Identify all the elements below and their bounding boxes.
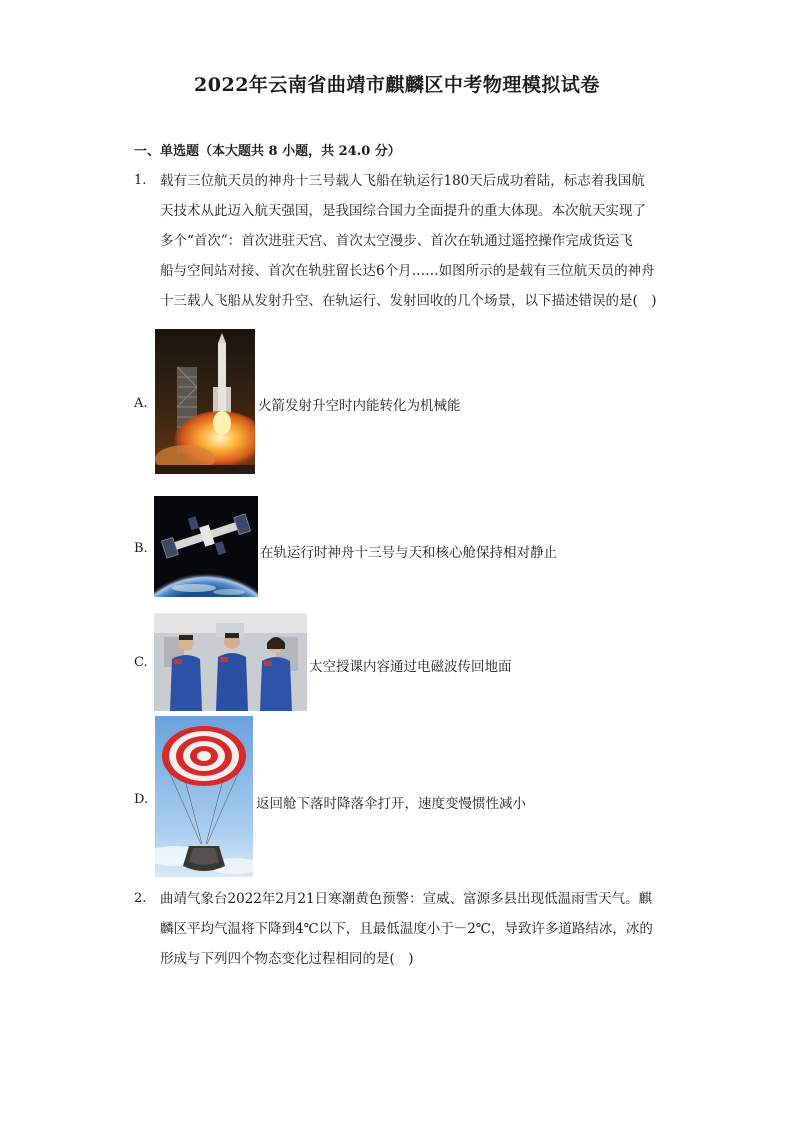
question-1-number: 1. — [134, 173, 147, 188]
option-d-letter: D. — [134, 792, 149, 807]
question-1-line: 十三载人飞船从发射升空、在轨运行、发射回收的几个场景，以下描述错误的是( ) — [160, 293, 657, 309]
option-a-text: 火箭发射升空时内能转化为机械能 — [258, 398, 461, 414]
option-c-text: 太空授课内容通过电磁波传回地面 — [309, 659, 512, 675]
option-a-letter: A. — [134, 396, 148, 411]
question-2-line: 曲靖气象台2022年2月21日寒潮黄色预警：宣威、富源多县出现低温雨雪天气。麒 — [160, 891, 653, 907]
question-1-text — [160, 166, 664, 316]
question-2-text — [160, 884, 664, 974]
option-d-text: 返回舱下落时降落伞打开，速度变慢惯性减小 — [256, 796, 526, 812]
question-1-line: 船与空间站对接、首次在轨驻留长达6个月……如图所示的是载有三位航天员的神舟 — [160, 263, 655, 279]
question-2-line: 形成与下列四个物态变化过程相同的是( ) — [160, 951, 414, 967]
parachute-capsule-image — [155, 716, 253, 877]
space-station-image — [154, 496, 258, 597]
question-2-number: 2. — [134, 891, 147, 906]
page-title: 2022年云南省曲靖市麒麟区中考物理模拟试卷 — [194, 74, 600, 96]
option-b-letter: B. — [134, 541, 148, 556]
question-2-line: 麟区平均气温将下降到4℃以下，且最低温度小于－2℃，导致许多道路结冰，冰的 — [160, 921, 653, 937]
section-header-single-choice: 一、单选题（本大题共 8 小题，共 24.0 分） — [134, 144, 401, 159]
question-1-line: 载有三位航天员的神舟十三号载人飞船在轨运行180天后成功着陆，标志着我国航 — [160, 173, 645, 189]
option-b-text: 在轨运行时神舟十三号与天和核心舱保持相对静止 — [260, 545, 557, 561]
rocket-launch-image — [155, 329, 255, 474]
question-1-line: 多个“首次”：首次进驻天宫、首次太空漫步、首次在轨通过遥控操作完成货运飞 — [160, 233, 633, 249]
astronauts-image — [154, 613, 307, 711]
question-1-line: 天技术从此迈入航天强国，是我国综合国力全面提升的重大体现。本次航天实现了 — [160, 203, 646, 219]
option-c-letter: C. — [134, 655, 148, 670]
